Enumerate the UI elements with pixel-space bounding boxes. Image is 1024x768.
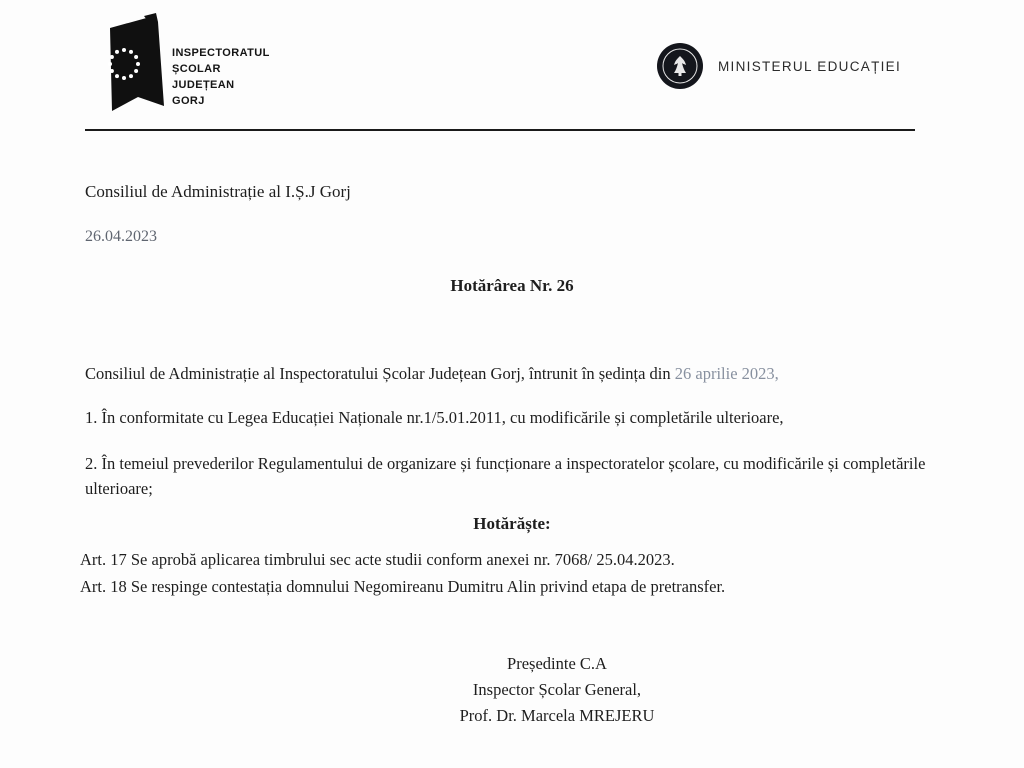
guvernul-romaniei-seal-icon — [656, 42, 704, 90]
document-date: 26.04.2023 — [85, 228, 157, 245]
logo-text-line: INSPECTORATUL — [172, 47, 270, 59]
logo-text-line: ȘCOLAR — [172, 63, 221, 75]
legal-basis-item: 2. În temeiul prevederilor Regulamentului de organizare și funcționare a inspectoratelor școlare, cu modificările și completările ulterioare; — [85, 454, 926, 498]
signature-block — [90, 651, 1024, 729]
logo-text-line: GORJ — [172, 95, 205, 107]
signature-title: Inspector Școlar General, — [472, 680, 642, 699]
legal-basis-item: 1. În conformitate cu Legea Educației Naționale nr.1/5.01.2011, cu modificările și completările ulterioare, — [85, 408, 784, 427]
logo-text-line: JUDEȚEAN — [172, 79, 235, 91]
isj-gorj-logo — [98, 12, 270, 112]
org-line: Consiliul de Administrație al I.Ș.J Gorj — [85, 182, 351, 201]
signature-role: Președinte C.A — [507, 654, 607, 673]
header-divider — [85, 129, 915, 131]
decision-heading: Hotărăște: — [473, 514, 551, 533]
intro-paragraph — [85, 364, 985, 384]
signature-name: Prof. Dr. Marcela MREJERU — [459, 706, 655, 725]
document-title: Hotărârea Nr. 26 — [450, 276, 574, 295]
intro-date: 26 aprilie 2023, — [674, 364, 779, 383]
article-18: Art. 18 Se respinge contestația domnului Negomireanu Dumitru Alin privind etapa de pretransfer. — [80, 577, 726, 596]
ministry-block — [656, 42, 901, 90]
isj-gorj-logo-text — [172, 45, 270, 109]
eu-flag-book-icon — [98, 12, 170, 112]
article-17: Art. 17 Se aprobă aplicarea timbrului sec acte studii conform anexei nr. 7068/ 25.04.2023. — [80, 550, 675, 569]
ministry-label: MINISTERUL EDUCAȚIEI — [718, 58, 902, 74]
intro-text: Consiliul de Administrație al Inspectoratului Școlar Județean Gorj, întrunit în ședința din — [85, 364, 671, 383]
